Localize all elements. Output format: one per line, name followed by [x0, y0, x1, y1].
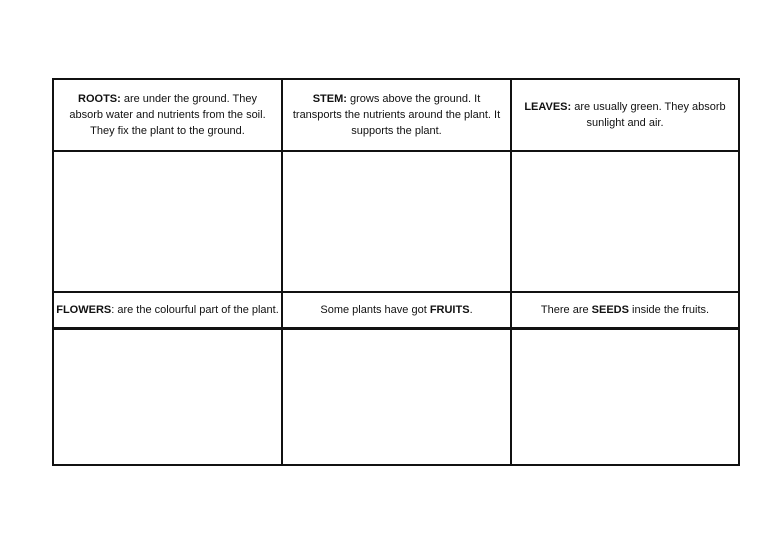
roots-description-cell	[54, 80, 281, 150]
fruits-text-before: Some plants have got	[320, 304, 430, 316]
stem-drawing-box[interactable]	[283, 152, 510, 291]
fruits-description-cell	[283, 293, 510, 327]
flowers-description-cell	[54, 293, 281, 327]
roots-description	[60, 91, 275, 139]
leaves-drawing-box[interactable]	[512, 152, 738, 291]
flowers-drawing-box[interactable]	[54, 330, 281, 464]
flowers-text: : are the colourful part of the plant.	[111, 304, 279, 316]
flowers-description	[56, 302, 279, 318]
leaves-description-cell	[512, 80, 738, 150]
leaves-text: are usually green. They absorb sunlight and air.	[571, 101, 726, 129]
stem-description-cell	[283, 80, 510, 150]
fruits-description	[320, 302, 472, 318]
seeds-text-before: There are	[540, 304, 592, 316]
seeds-term: SEEDS	[591, 304, 629, 316]
flowers-term: FLOWERS	[56, 304, 112, 316]
roots-term: ROOTS:	[78, 93, 121, 105]
seeds-description-cell	[512, 293, 738, 327]
stem-text: grows above the ground. It transports the nutrients around the plant. It supports the plant.	[292, 93, 501, 137]
fruits-term: FRUITS	[429, 304, 470, 316]
fruits-text-after: .	[469, 304, 473, 316]
seeds-text-after: inside the fruits.	[628, 304, 710, 316]
seeds-drawing-box[interactable]	[512, 330, 738, 464]
leaves-term: LEAVES:	[524, 101, 572, 113]
seeds-description	[541, 302, 709, 318]
leaves-description	[518, 99, 732, 131]
stem-description	[289, 91, 504, 139]
roots-text: are under the ground. They absorb water and nutrients from the soil. They fix the plant to the ground.	[69, 93, 266, 137]
stem-term: STEM:	[312, 93, 347, 105]
roots-drawing-box[interactable]	[54, 152, 281, 291]
fruits-drawing-box[interactable]	[283, 330, 510, 464]
plant-parts-table	[52, 78, 740, 466]
